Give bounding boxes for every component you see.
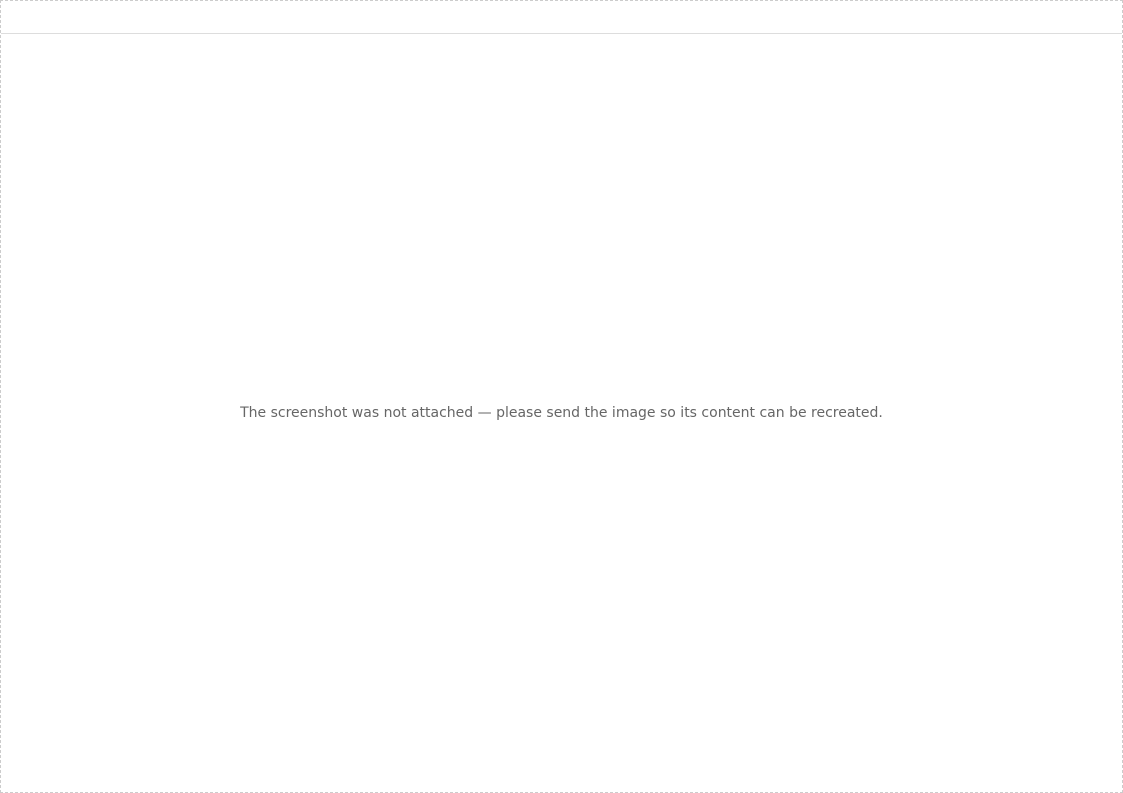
main-content — [1, 34, 1122, 792]
title-bar — [1, 1, 1122, 34]
missing-image-notice: The screenshot was not attached — please send the image so its content can be recreated. — [240, 404, 883, 421]
